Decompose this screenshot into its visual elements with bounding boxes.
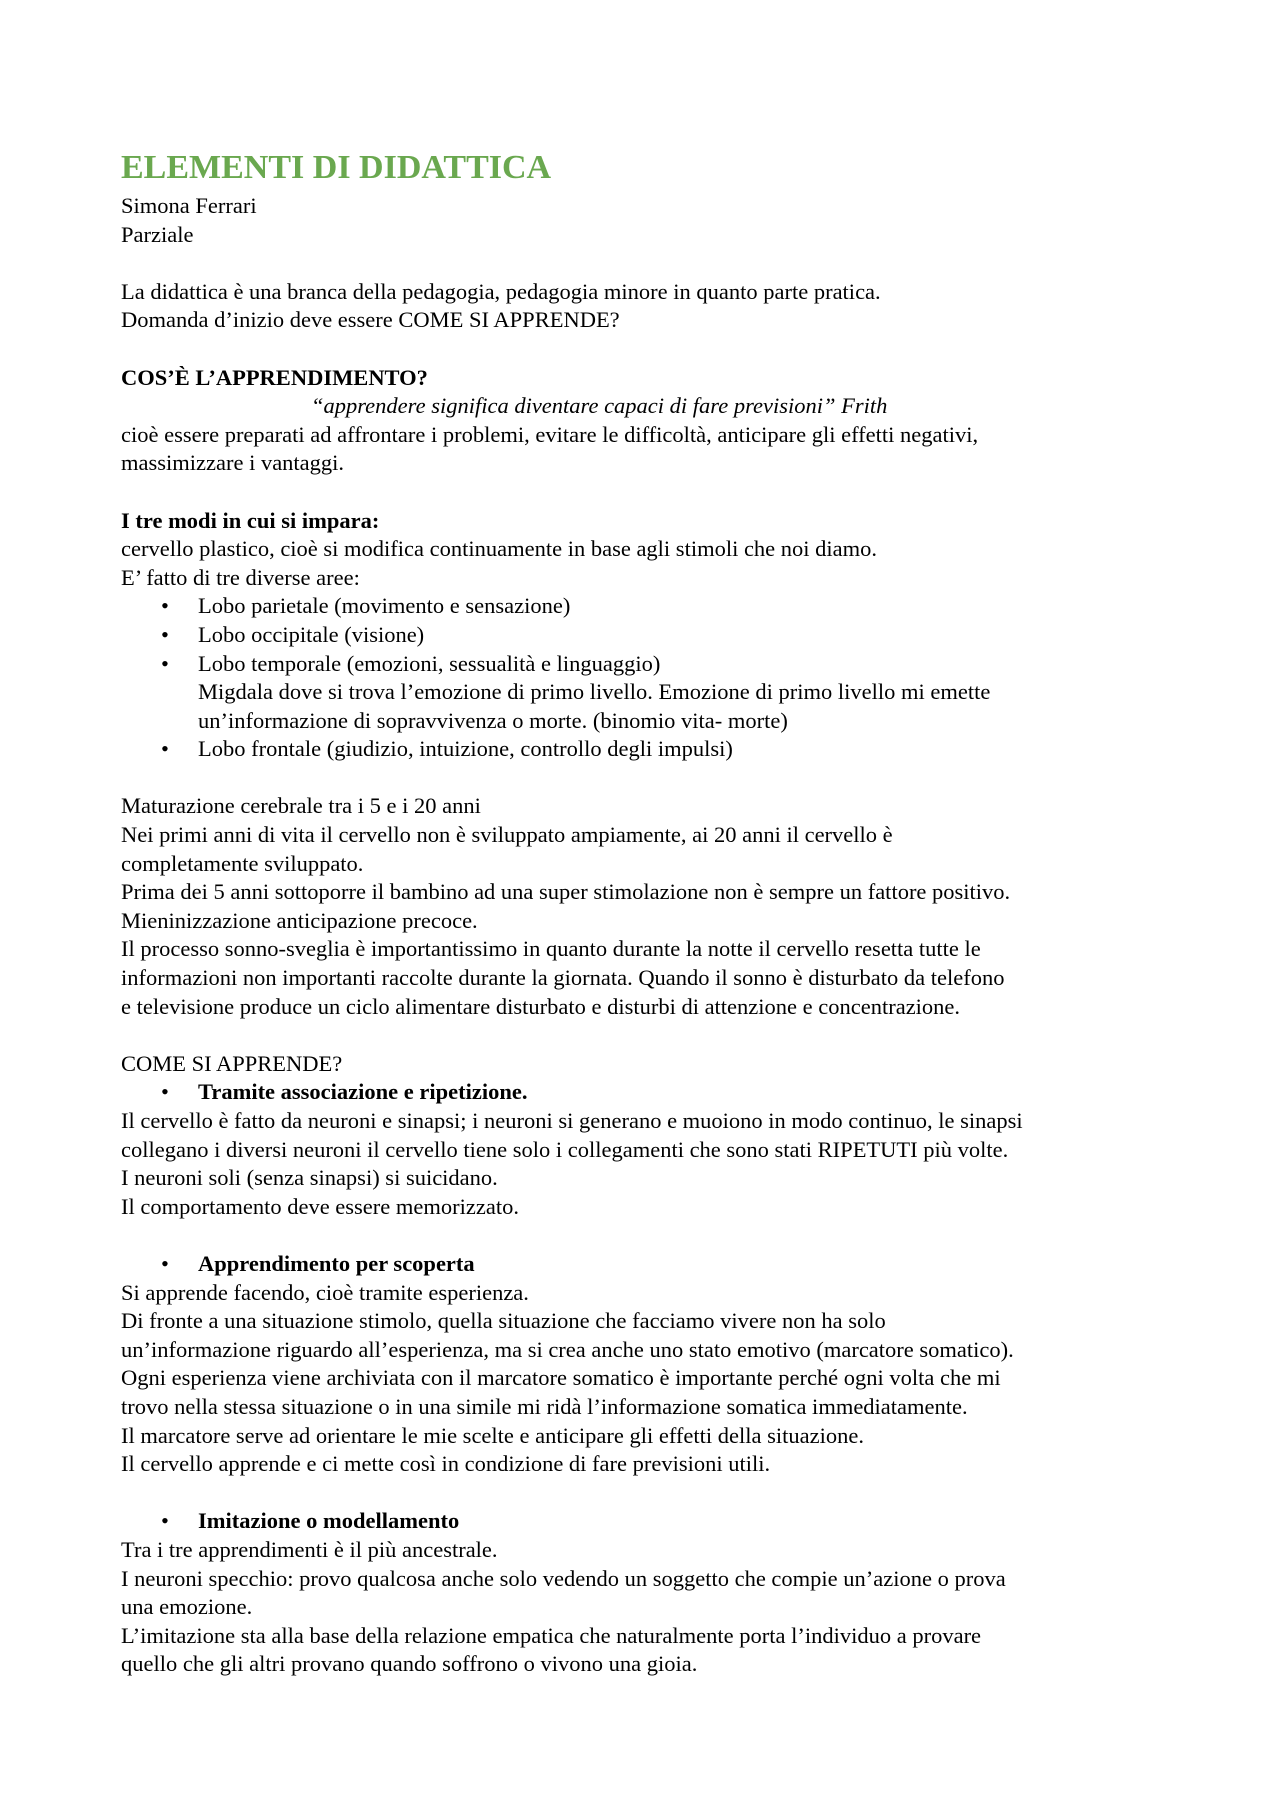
bullet-icon: •	[161, 593, 169, 619]
spacer	[121, 478, 1181, 507]
list-item-text: Lobo temporale (emozioni, sessualità e linguaggio)	[198, 650, 661, 676]
spacer	[121, 249, 1181, 278]
intro-line: La didattica è una branca della pedagogia, pedagogia minore in quanto parte pratica.	[121, 278, 881, 304]
paragraph-line: cervello plastico, cioè si modifica continuamente in base agli stimoli che noi diamo.	[121, 536, 878, 562]
list-item-text: Migdala dove si trova l’emozione di primo livello. Emozione di primo livello mi emette	[198, 679, 991, 705]
paragraph-line: un’informazione riguardo all’esperienza, ma si crea anche uno stato emotivo (marcatore somatico).	[121, 1336, 1014, 1362]
list-item	[121, 592, 1181, 621]
paragraph-line: E’ fatto di tre diverse aree:	[121, 564, 360, 590]
list-item-text: Apprendimento per scoperta	[198, 1250, 475, 1276]
list-item-text: Tramite associazione e ripetizione.	[198, 1079, 528, 1105]
paragraph-line: Mieninizzazione anticipazione precoce.	[121, 907, 478, 933]
paragraph-line: Nei primi anni di vita il cervello non è sviluppato ampiamente, ai 20 anni il cervello è	[121, 822, 893, 848]
list-item-text: un’informazione di sopravvivenza o morte. (binomio vita- morte)	[198, 707, 788, 733]
paragraph-line: Si apprende facendo, cioè tramite esperienza.	[121, 1279, 529, 1305]
section-heading: I tre modi in cui si impara:	[121, 507, 380, 533]
section-heading: COS’È L’APPRENDIMENTO?	[121, 364, 428, 390]
bullet-icon: •	[161, 736, 169, 762]
paragraph-line: L’imitazione sta alla base della relazione empatica che naturalmente porta l’individuo a provare	[121, 1622, 982, 1648]
list-item-text: Lobo occipitale (visione)	[198, 621, 425, 647]
list-item-text: Imitazione o modellamento	[198, 1508, 460, 1534]
spacer	[121, 764, 1181, 793]
brain-areas-list	[121, 592, 1181, 764]
document-subtitle: Parziale	[121, 221, 194, 247]
intro-line: Domanda d’inizio deve essere COME SI APPRENDE?	[121, 307, 620, 333]
list-item-text: Lobo frontale (giudizio, intuizione, controllo degli impulsi)	[198, 736, 733, 762]
spacer	[121, 1021, 1181, 1050]
bullet-icon: •	[161, 621, 169, 647]
paragraph-line: Il marcatore serve ad orientare le mie scelte e anticipare gli effetti della situazione.	[121, 1422, 864, 1448]
paragraph-line: Il cervello apprende e ci mette così in condizione di fare previsioni utili.	[121, 1451, 771, 1477]
paragraph-line: Il cervello è fatto da neuroni e sinapsi; i neuroni si generano e muoiono in modo continuo, le sinapsi	[121, 1108, 1023, 1133]
paragraph-line: completamente sviluppato.	[121, 850, 364, 876]
paragraph-line: Di fronte a una situazione stimolo, quella situazione che facciamo vivere non ha solo	[121, 1308, 886, 1334]
paragraph-line: I neuroni specchio: provo qualcosa anche solo vedendo un soggetto che compie un’azione o prova	[121, 1565, 1006, 1591]
paragraph-line: una emozione.	[121, 1594, 253, 1620]
bullet-icon: •	[161, 1079, 169, 1105]
paragraph-line: informazioni non importanti raccolte durante la giornata. Quando il sonno è disturbato da telefono	[121, 965, 1005, 991]
paragraph-line: quello che gli altri provano quando soffrono o vivono una gioia.	[121, 1651, 698, 1677]
bold-list-item	[121, 1078, 1181, 1107]
paragraph-line: collegano i diversi neuroni il cervello tiene solo i collegamenti che sono stati RIPETUTI più volte.	[121, 1136, 1009, 1162]
paragraph-line: Il comportamento deve essere memorizzato.	[121, 1193, 519, 1219]
paragraph-line: I neuroni soli (senza sinapsi) si suicidano.	[121, 1165, 498, 1191]
paragraph-line: Tra i tre apprendimenti è il più ancestrale.	[121, 1536, 498, 1562]
list-item	[121, 650, 1181, 736]
bullet-icon: •	[161, 650, 169, 676]
bullet-icon: •	[161, 1508, 169, 1534]
paragraph-line: e televisione produce un ciclo alimentare disturbato e disturbi di attenzione e concentrazione.	[121, 993, 961, 1019]
spacer	[121, 1479, 1181, 1508]
document-title: ELEMENTI DI DIDATTICA	[121, 149, 552, 186]
spacer	[121, 335, 1181, 364]
bold-list-item	[121, 1507, 1181, 1536]
section-heading: COME SI APPRENDE?	[121, 1050, 343, 1076]
paragraph-line: Ogni esperienza viene archiviata con il marcatore somatico è importante perché ogni volta che mi	[121, 1365, 1001, 1391]
author-name: Simona Ferrari	[121, 193, 257, 218]
document-page	[121, 148, 1181, 1679]
spacer	[121, 1221, 1181, 1250]
list-item	[121, 621, 1181, 650]
paragraph-line: Maturazione cerebrale tra i 5 e i 20 anni	[121, 793, 481, 819]
paragraph-line: Prima dei 5 anni sottoporre il bambino ad una super stimolazione non è sempre un fattore positivo.	[121, 879, 1011, 905]
frith-quote: “apprendere significa diventare capaci di fare previsioni” Frith	[311, 393, 888, 419]
bullet-icon: •	[161, 1250, 169, 1276]
list-item	[121, 735, 1181, 764]
paragraph-line: massimizzare i vantaggi.	[121, 450, 345, 476]
paragraph-line: cioè essere preparati ad affrontare i problemi, evitare le difficoltà, anticipare gli effetti negativi,	[121, 421, 979, 447]
paragraph-line: Il processo sonno-sveglia è importantissimo in quanto durante la notte il cervello resetta tutte le	[121, 936, 981, 962]
list-item-text: Lobo parietale (movimento e sensazione)	[198, 593, 571, 619]
bold-list-item	[121, 1250, 1181, 1279]
paragraph-line: trovo nella stessa situazione o in una simile mi ridà l’informazione somatica immediatamente.	[121, 1393, 968, 1419]
